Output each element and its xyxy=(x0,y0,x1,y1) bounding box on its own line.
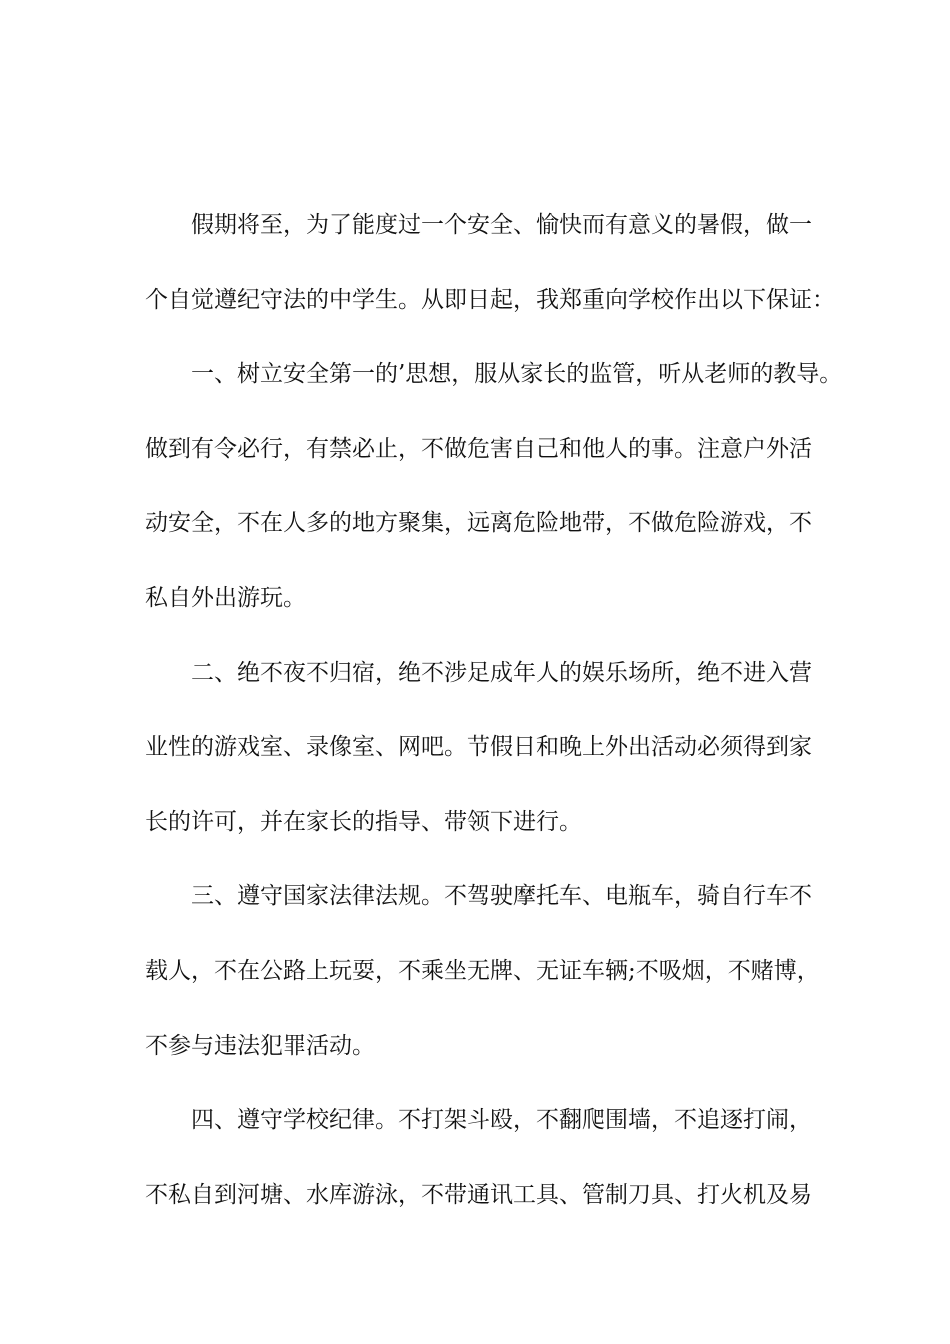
text-line: 载人，不在公路上玩耍，不乘坐无牌、无证车辆;不吸烟，不赌博， xyxy=(145,957,820,984)
text-line: 二、绝不夜不归宿，绝不涉足成年人的娱乐场所，绝不进入营 xyxy=(191,659,812,686)
text-line: 不私自到河塘、水库游泳，不带通讯工具、管制刀具、打火机及易 xyxy=(145,1181,812,1208)
text-line: 一、树立安全第一的’思想，服从家长的监管，听从老师的教导。 xyxy=(191,361,843,388)
text-line: 个自觉遵纪守法的中学生。从即日起，我郑重向学校作出以下保证： xyxy=(145,286,835,313)
document-body xyxy=(145,202,843,1246)
text-line: 长的许可，并在家长的指导、带领下进行。 xyxy=(145,808,582,835)
text-line: 四、遵守学校纪律。不打架斗殴，不翻爬围墙，不追逐打闹， xyxy=(191,1107,812,1134)
text-line: 做到有令必行，有禁必止，不做危害自己和他人的事。注意户外活 xyxy=(145,435,812,462)
text-line: 三、遵守国家法律法规。不驾驶摩托车、电瓶车，骑自行车不 xyxy=(191,883,812,910)
text-line: 业性的游戏室、录像室、网吧。节假日和晚上外出活动必须得到家 xyxy=(145,734,812,761)
text-line: 假期将至，为了能度过一个安全、愉快而有意义的暑假，做一 xyxy=(191,212,812,238)
text-line: 不参与违法犯罪活动。 xyxy=(145,1032,375,1059)
text-line: 私自外出游玩。 xyxy=(145,584,306,611)
text-line: 动安全，不在人多的地方聚集，远离危险地带，不做危险游戏，不 xyxy=(145,510,812,537)
